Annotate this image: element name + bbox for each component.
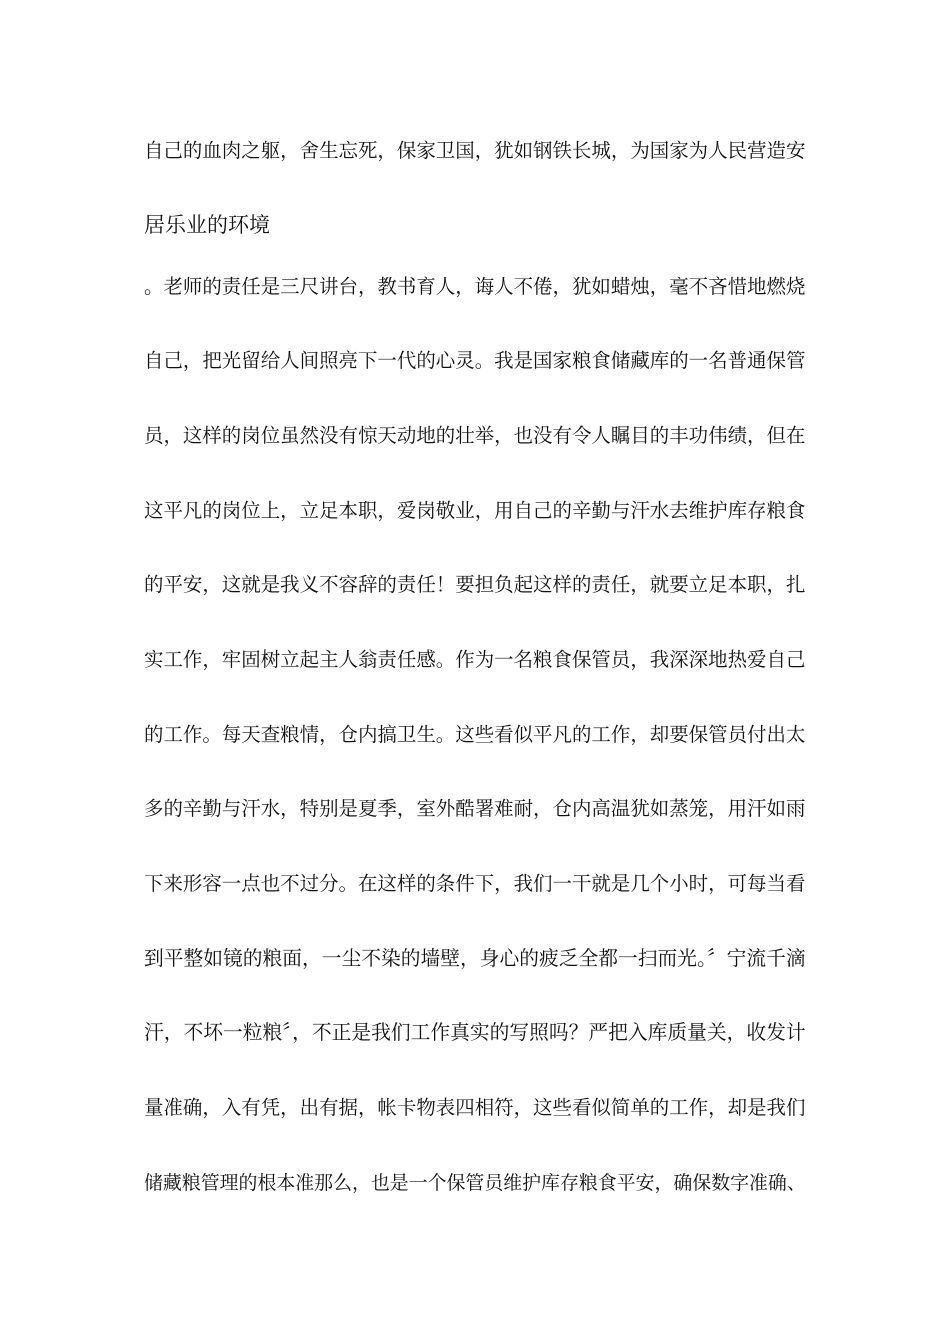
text-line-5: 员，这样的岗位虽然没有惊天动地的壮举，也没有令人瞩目的丰功伟绩，但在: [144, 424, 806, 447]
text-line-6: 这平凡的岗位上，立足本职，爱岗敬业，用自己的辛勤与汗水去维护库存粮食: [144, 499, 806, 522]
text-line-3: 。老师的责任是三尺讲台，教书育人，诲人不倦，犹如蜡烛，毫不吝惜地燃烧: [144, 275, 806, 298]
text-line-1: 自己的血肉之躯，舍生忘死，保家卫国，犹如钢铁长城，为国家为人民营造安: [144, 139, 806, 162]
text-line-2: 居乐业的环境: [144, 213, 270, 237]
text-line-4: 自己，把光留给人间照亮下一代的心灵。我是国家粮食储藏库的一名普通保管: [144, 349, 806, 372]
text-line-10: 多的辛勤与汗水，特别是夏季，室外酷署难耐，仓内高温犹如蒸笼，用汗如雨: [144, 797, 806, 820]
text-line-9: 的工作。每天查粮情，仓内搞卫生。这些看似平凡的工作，却要保管员付出太: [144, 723, 806, 746]
text-line-7: 的平安，这就是我义不容辞的责任！要担负起这样的责任，就要立足本职，扎: [144, 573, 806, 596]
text-line-14: 量准确，入有凭，出有据，帐卡物表四相符，这些看似简单的工作，却是我们: [144, 1096, 806, 1119]
text-line-15: 储藏粮管理的根本准那么，也是一个保管员维护库存粮食平安，确保数字准确、: [144, 1172, 806, 1194]
text-line-8: 实工作，牢固树立起主人翁责任感。作为一名粮食保管员，我深深地热爱自己: [144, 648, 806, 671]
text-line-12: 到平整如镜的粮面，一尘不染的墙壁，身心的疲乏全都一扫而光。〞宁流千滴: [144, 947, 806, 970]
text-line-11: 下来形容一点也不过分。在这样的条件下，我们一干就是几个小时，可每当看: [144, 872, 806, 895]
text-line-13: 汗，不坏一粒粮〞，不正是我们工作真实的写照吗？严把入库质量关，收发计: [144, 1021, 806, 1044]
